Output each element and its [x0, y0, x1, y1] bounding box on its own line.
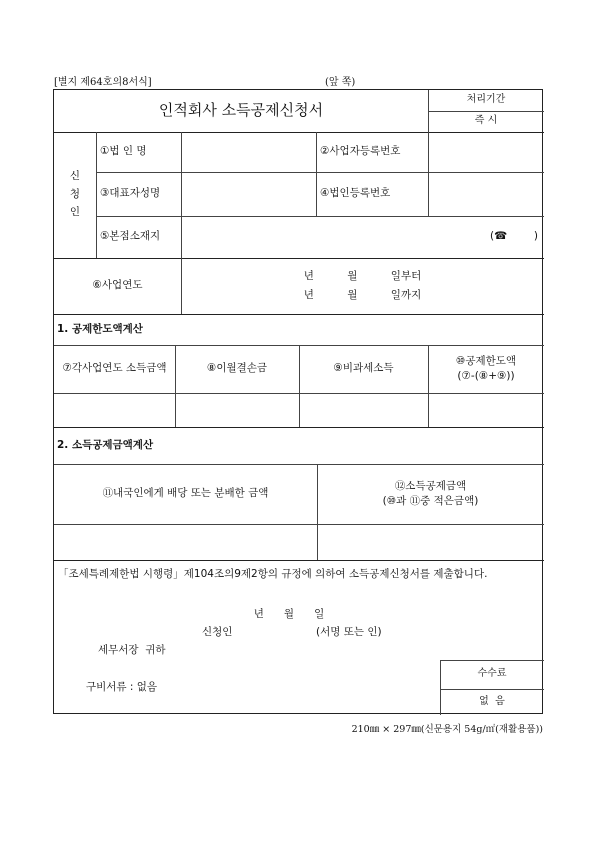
deduction-amount-field[interactable] — [317, 524, 544, 560]
biz-reg-field[interactable] — [428, 132, 544, 172]
col-deduction-limit-label: ⑩공제한도액 — [455, 354, 517, 367]
section1-title: 1. 공제한도액계산 — [57, 322, 143, 335]
col-deduction-amount-formula: (⑩과 ⑪중 적은금액) — [382, 495, 479, 507]
col-deduction-amount-label: ⑫소득공제금액 — [394, 479, 467, 492]
processing-period-label: 처리기간 — [466, 94, 506, 106]
deduction-limit-field[interactable] — [428, 393, 544, 427]
dividend-field[interactable] — [54, 524, 317, 560]
col-nontaxable-label: ⑨비과세소득 — [333, 362, 394, 375]
col-deduction-limit-formula: (⑦-(⑧+⑨)) — [457, 370, 515, 382]
declaration-text: 「조세특례제한법 시행령」제104조의9제2항의 규정에 의하여 소득공제신청서를 제출합니다. — [58, 568, 488, 580]
col-carryover-loss-label: ⑧이월결손금 — [206, 362, 268, 375]
fee-label: 수수료 — [477, 668, 507, 680]
rep-name-field[interactable] — [181, 172, 316, 216]
income-field[interactable] — [54, 393, 175, 427]
processing-period-value: 즉 시 — [474, 115, 498, 127]
recipient-label: 세무서장 귀하 — [98, 644, 166, 657]
business-year-from[interactable]: 년 월 일부터 — [303, 270, 422, 283]
page-side: (앞 쪽) — [325, 77, 356, 88]
form-title: 인적회사 소득공제신청서 — [158, 101, 324, 120]
paper-spec: 210㎜ × 297㎜(신문용지 54g/㎡(재활용품)) — [351, 724, 543, 735]
application-form — [53, 89, 543, 714]
corp-name-label: ①법 인 명 — [100, 145, 147, 158]
business-year-label: ⑥사업연도 — [92, 279, 143, 292]
corp-reg-label: ④법인등록번호 — [320, 187, 391, 200]
biz-reg-label: ②사업자등록번호 — [320, 145, 401, 158]
hq-address-field[interactable] — [181, 216, 544, 258]
corp-reg-field[interactable] — [428, 172, 544, 216]
business-year-to[interactable]: 년 월 일까지 — [303, 289, 422, 301]
applicant-group-label: 신 청 인 — [69, 170, 81, 218]
corp-name-field[interactable] — [181, 132, 316, 172]
fee-value: 없 음 — [479, 695, 505, 707]
form-reference: [별지 제64호의8서식] — [54, 77, 152, 88]
applicant-sign-label: 신청인 — [202, 626, 233, 639]
carryover-loss-field[interactable] — [175, 393, 299, 427]
phone-label: (☎ ) — [490, 230, 538, 243]
section2-title: 2. 소득공제금액계산 — [57, 438, 154, 451]
rep-name-label: ③대표자성명 — [100, 187, 161, 200]
hq-address-label: ⑤본점소재지 — [100, 230, 161, 243]
nontaxable-field[interactable] — [299, 393, 428, 427]
declaration-date[interactable]: 년 월 일 — [253, 608, 325, 621]
col-dividend-label: ⑪내국인에게 배당 또는 분배한 금액 — [102, 487, 269, 500]
attachments-label: 구비서류 : 없음 — [86, 681, 158, 694]
col-income-label: ⑦각사업연도 소득금액 — [62, 362, 167, 375]
signature-field[interactable]: (서명 또는 인) — [316, 626, 382, 639]
